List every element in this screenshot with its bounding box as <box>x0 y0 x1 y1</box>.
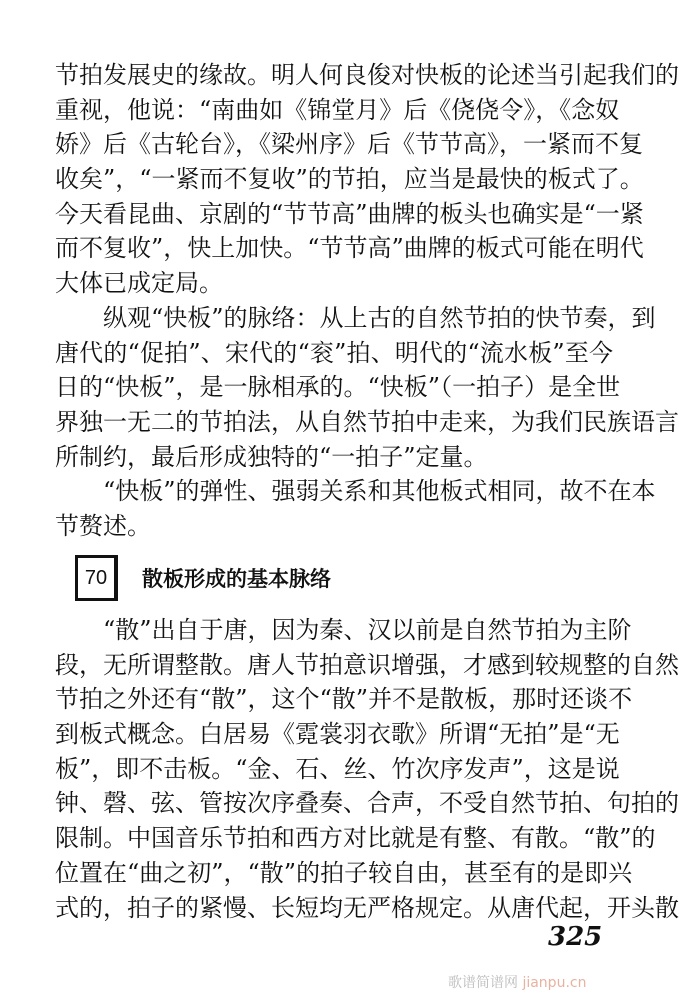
body-text-section <box>55 613 679 925</box>
text-line: 重视，他说：“南曲如《锦堂月》后《侥侥令》，《念奴 <box>55 95 620 124</box>
watermark-en: jianpu.cn <box>522 975 587 991</box>
section-heading <box>75 555 331 601</box>
section-number-box: 70 <box>75 555 118 601</box>
text-line: 所制约，最后形成独特的“一拍子”定量。 <box>55 442 488 471</box>
text-line: 段，无所谓整散。唐人节拍意识增强，才感到较规整的自然 <box>55 650 679 679</box>
text-line: “散”出自于唐，因为秦、汉以前是自然节拍为主阶 <box>103 616 632 644</box>
section-title: 散板形成的基本脉络 <box>142 567 331 591</box>
text-line: 板”，即不击板。“金、石、丝、竹次序发声”，这是说 <box>55 754 620 783</box>
text-line: 唐代的“促拍”、宋代的“衮”拍、明代的“流水板”至今 <box>55 338 613 367</box>
text-line: 界独一无二的节拍法，从自然节拍中走来，为我们民族语言 <box>55 408 679 437</box>
body-text-top <box>55 58 679 301</box>
text-line: 日的“快板”，是一脉相承的。“快板”（一拍子）是全世 <box>55 373 621 402</box>
text-line: 位置在“曲之初”，“散”的拍子较自由，甚至有的是即兴 <box>55 858 633 887</box>
text-line: 纵观“快板”的脉络：从上古的自然节拍的快节奏，到 <box>103 304 656 332</box>
text-line: 限制。中国音乐节拍和西方对比就是有整、有散。“散”的 <box>55 824 656 853</box>
text-line: 节拍发展史的缘故。明人何良俊对快板的论述当引起我们的 <box>55 61 679 89</box>
page-number: 325 <box>548 922 603 952</box>
text-line: 大体已成定局。 <box>55 269 223 298</box>
body-text-middle <box>55 301 679 544</box>
text-line: 娇》后《古轮台》，《梁州序》后《节节高》，一紧而不复 <box>55 130 643 159</box>
text-line: 而不复收”，快上加快。“节节高”曲牌的板式可能在明代 <box>55 234 644 263</box>
text-line: 今天看昆曲、京剧的“节节高”曲牌的板头也确实是“一紧 <box>55 199 644 228</box>
text-line: 到板式概念。白居易《霓裳羽衣歌》所谓“无拍”是“无 <box>55 720 620 749</box>
text-line: 钟、磬、弦、管按次序叠奏、合声，不受自然节拍、句拍的 <box>55 789 679 818</box>
watermark <box>448 972 586 992</box>
text-line: 节赘述。 <box>55 512 151 541</box>
watermark-cn: 歌谱简谱网 <box>448 975 518 991</box>
text-line: 收矣”，“一紧而不复收”的节拍，应当是最快的板式了。 <box>55 165 644 194</box>
text-line: “快板”的弹性、强弱关系和其他板式相同，故不在本 <box>103 477 656 506</box>
text-line: 节拍之外还有“散”，这个“散”并不是散板，那时还谈不 <box>55 685 633 714</box>
text-line: 式的，拍子的紧慢、长短均无严格规定。从唐代起，开头散 <box>55 893 679 922</box>
